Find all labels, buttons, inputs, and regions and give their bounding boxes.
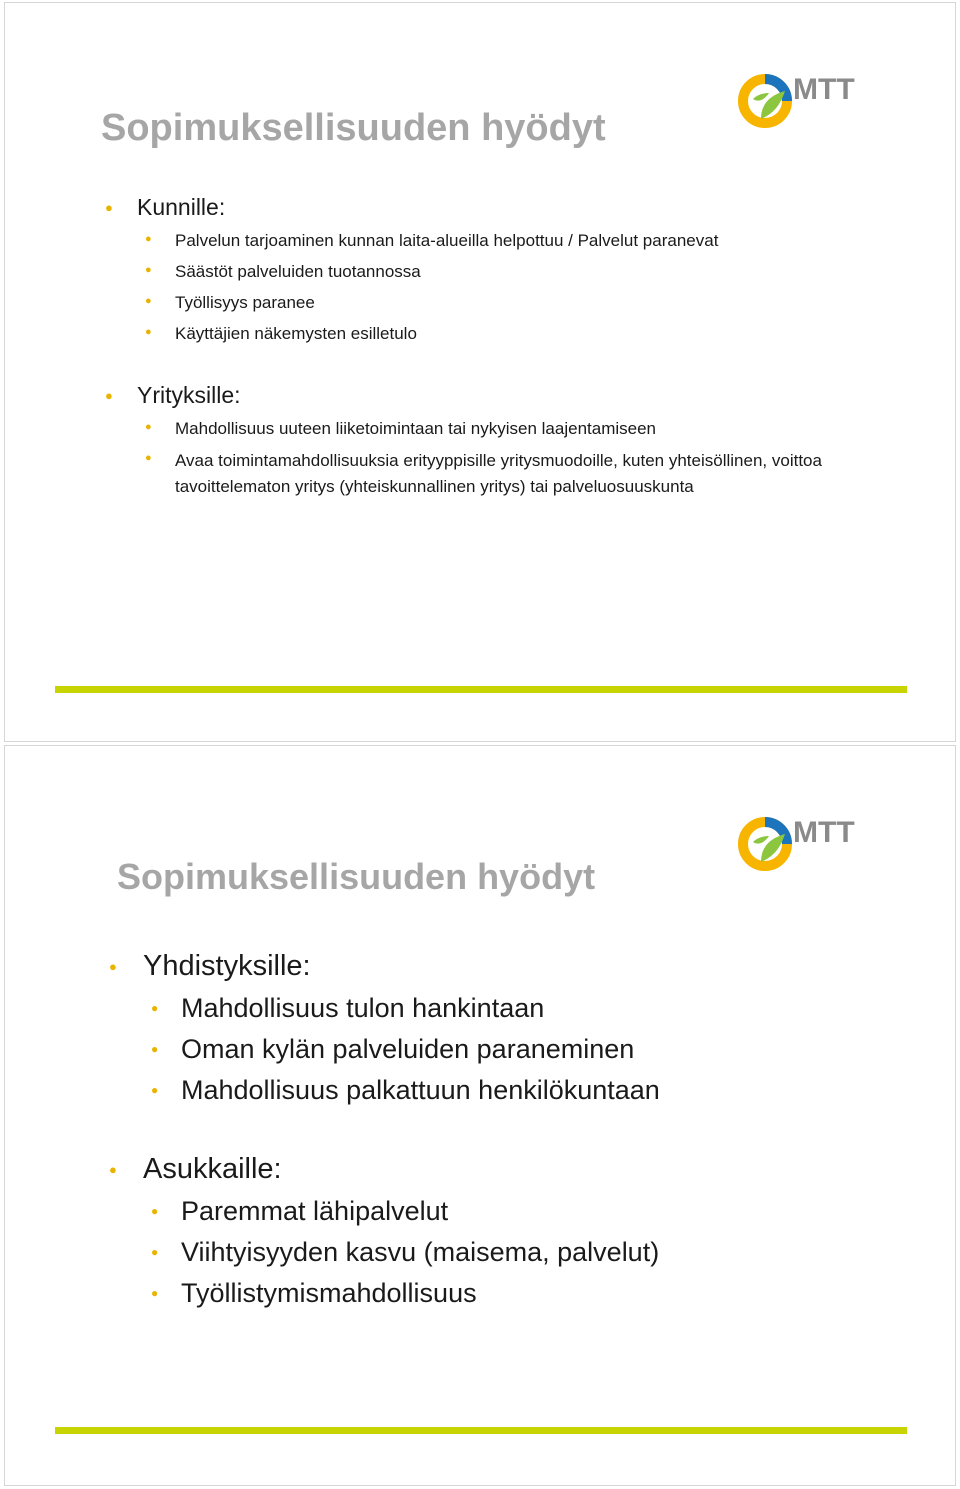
- mtt-logo: [735, 69, 875, 131]
- bullet-icon: ●: [151, 1083, 159, 1097]
- list-item: [137, 260, 871, 284]
- footer-bar: [55, 686, 907, 693]
- section-asukkaille: [107, 1151, 907, 1187]
- list-item-text: Käyttäjien näkemysten esilletulo: [175, 324, 417, 343]
- logo-text: MTT: [793, 816, 855, 849]
- list-item: [143, 990, 907, 1026]
- list-item: [137, 448, 871, 500]
- section-yhdistyksille: [107, 948, 907, 984]
- list-item-text: Mahdollisuus palkattuun henkilökuntaan: [181, 1075, 660, 1105]
- list-item: [143, 1275, 907, 1311]
- slide-title: Sopimuksellisuuden hyödyt: [117, 856, 596, 897]
- bullet-icon: ●: [151, 1001, 159, 1015]
- bullet-icon: ●: [145, 421, 152, 433]
- list-item-text: Avaa toimintamahdollisuuksia erityyppisille yritysmuodoille, kuten yhteisöllinen, voittoa tavoittelematon yritys (yhteiskunnallinen yritys) tai palveluosuuskunta: [175, 451, 822, 496]
- bullet-icon: ●: [151, 1204, 159, 1218]
- list-item-text: Palvelun tarjoaminen kunnan laita-alueilla helpottuu / Palvelut paranevat: [175, 231, 719, 250]
- slide-title: Sopimuksellisuuden hyödyt: [101, 107, 606, 149]
- bullet-icon: ●: [151, 1042, 159, 1056]
- list-item: [143, 1234, 907, 1270]
- list-item-text: Paremmat lähipalvelut: [181, 1196, 449, 1226]
- bullet-icon: ●: [151, 1286, 159, 1300]
- list-item: [143, 1031, 907, 1067]
- list-item-text: Oman kylän palveluiden paraneminen: [181, 1034, 635, 1064]
- list-item: [137, 417, 871, 441]
- list-item-text: Viihtyisyyden kasvu (maisema, palvelut): [181, 1237, 660, 1267]
- slide-content: [101, 193, 871, 507]
- list-item-text: Mahdollisuus uuteen liiketoimintaan tai nykyisen laajentamiseen: [175, 419, 656, 438]
- bullet-icon: ●: [145, 326, 152, 338]
- list-item-text: Mahdollisuus tulon hankintaan: [181, 993, 545, 1023]
- section-heading: Yhdistyksille:: [143, 950, 311, 982]
- list-item: [137, 291, 871, 315]
- slide-1: [4, 2, 956, 742]
- section-yrityksille-list: [137, 417, 871, 500]
- slide-content: [107, 948, 907, 1316]
- list-item: [137, 229, 871, 253]
- bullet-icon: ●: [145, 295, 152, 307]
- list-item: [143, 1072, 907, 1108]
- footer-bar: [55, 1427, 907, 1434]
- bullet-icon: ●: [145, 264, 152, 276]
- bullet-icon: ●: [105, 200, 113, 215]
- logo-text: MTT: [793, 73, 855, 106]
- list-item-text: Työllistymismahdollisuus: [181, 1278, 477, 1308]
- section-kunnille: [101, 193, 871, 221]
- bullet-icon: ●: [145, 233, 152, 245]
- section-yrityksille: [101, 381, 871, 409]
- slide-2: [4, 745, 956, 1486]
- bullet-icon: ●: [109, 959, 117, 974]
- mtt-logo: [735, 812, 875, 874]
- section-heading: Yrityksille:: [137, 382, 241, 408]
- list-item-text: Työllisyys paranee: [175, 293, 315, 312]
- list-item-text: Säästöt palveluiden tuotannossa: [175, 262, 421, 281]
- section-heading: Kunnille:: [137, 194, 226, 220]
- section-kunnille-list: [137, 229, 871, 346]
- section-heading: Asukkaille:: [143, 1153, 282, 1185]
- list-item: [137, 322, 871, 346]
- bullet-icon: ●: [151, 1245, 159, 1259]
- section-yhdistyksille-list: [143, 990, 907, 1108]
- bullet-icon: ●: [109, 1162, 117, 1177]
- bullet-icon: ●: [145, 452, 152, 464]
- bullet-icon: ●: [105, 388, 113, 403]
- section-asukkaille-list: [143, 1193, 907, 1311]
- list-item: [143, 1193, 907, 1229]
